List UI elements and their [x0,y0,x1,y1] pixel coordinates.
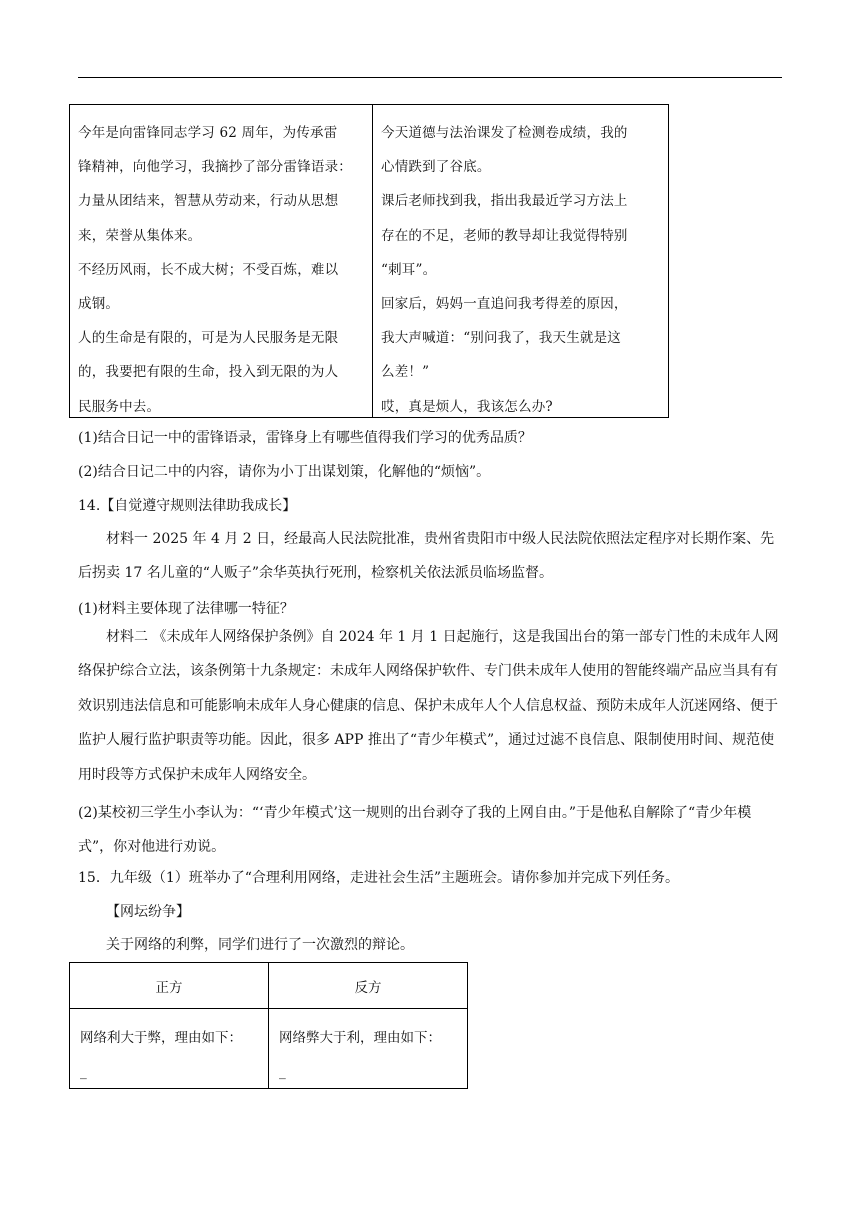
diary-two-line: “刺耳”。 [381,261,437,278]
con-cell [269,1009,467,1089]
diary-one-line: 今年是向雷锋同志学习 62 周年，为传承雷 [78,125,338,141]
diary-one-line: 不经历风雨，长不成大树；不受百炼，难以 [78,261,339,278]
con-answer-blank[interactable]: _ [279,1064,286,1080]
q13-sub2: (2)结合日记二中的内容，请你为小丁出谋划策，化解他的“烦恼”。 [78,464,491,480]
q13-sub1: (1)结合日记一中的雷锋语录，雷锋身上有哪些值得我们学习的优秀品质？ [78,430,532,446]
q14-heading: 14.【自觉遵守规则法律助我成长】 [78,498,297,514]
con-header: 反方 [354,979,382,996]
q15-heading: 15．九年级（1）班举办了“合理利用网络，走进社会生活”主题班会。请你参加并完成下列任务。 [78,870,680,886]
diary-two-line: 么差！” [381,364,430,381]
pro-answer-blank[interactable]: _ [80,1064,87,1080]
diary-one-cell [70,105,373,417]
diary-two-line: 我大声喊道：“别问我了，我天生就是这 [381,330,622,347]
diary-two-line: 心情跌到了谷底。 [381,159,491,176]
diary-one-line: 人的生命是有限的，可是为人民服务是无限 [78,330,339,347]
pro-header: 正方 [70,963,269,1008]
q15-section-title: 【网坛纷争】 [106,904,190,920]
diary-one-line: 的，我要把有限的生命，投入到无限的为人 [78,364,339,381]
diary-one-line: 来，荣誉从集体来。 [78,227,202,244]
diary-table [69,104,669,418]
q14-material-two: 材料二 《未成年人网络保护条例》自 2024 年 1 月 1 日起施行，这是我国出台的第一部专门性的未成年人网络保护综合立法，该条例第十九条规定：未成年人网络保护软件、专门供未成年人使用的智能终端产品应当具有有效识别违法信息和可能影响未成年人身心健康的信息、保护未成年人个人信息权益、预防未成年人沉迷网络、便于监护人履行监护职责等功能。因此，很多 APP 推出了“青少年模式”，通过过滤不良信息、限制使用时间、规范使用时段等方式保护未成年人网络安全。 [78,629,779,783]
debate-table [69,962,468,1089]
pro-reason-label: 网络利大于弊，理由如下： [80,1030,242,1046]
con-reason-label: 网络弊大于利，理由如下： [279,1030,441,1046]
header-rule [78,77,782,78]
debate-body-row [70,1009,467,1089]
diary-two-line: 哎，真是烦人，我该怎么办? [381,398,553,415]
diary-two-line: 回家后，妈妈一直追问我考得差的原因， [381,296,628,313]
diary-two-line: 存在的不足，老师的教导却让我觉得特别 [381,227,628,244]
q14-sub1: (1)材料主要体现了法律哪一特征？ [78,601,294,617]
q15-intro: 关于网络的利弊，同学们进行了一次激烈的辩论。 [106,937,414,953]
diary-one-line: 成钢。 [78,296,120,313]
debate-header-row [70,963,467,1009]
diary-one-line: 锋精神，向他学习，我摘抄了部分雷锋语录： [78,159,352,176]
diary-two-line: 今天道德与法治课发了检测卷成绩，我的 [381,125,628,141]
q14-sub2: (2)某校初三学生小李认为：“‘青少年模式’这一规则的出台剥夺了我的上网自由。”于是他私自解除了“青少年模式”，你对他进行劝说。 [78,805,752,856]
diary-one-line: 力量从团结来，智慧从劳动来，行动从思想 [78,193,339,210]
diary-two-cell [373,105,668,417]
q14-material-one: 材料一 2025 年 4 月 2 日，经最高人民法院批准，贵州省贵阳市中级人民法院依照法定程序对长期作案、先后拐卖 17 名儿童的“人贩子”余华英执行死刑，检察机关依法派员临场监督。 [78,531,775,582]
diary-two-line: 课后老师找到我，指出我最近学习方法上 [381,193,628,210]
diary-one-line: 民服务中去。 [78,398,161,415]
pro-cell [70,1009,269,1089]
